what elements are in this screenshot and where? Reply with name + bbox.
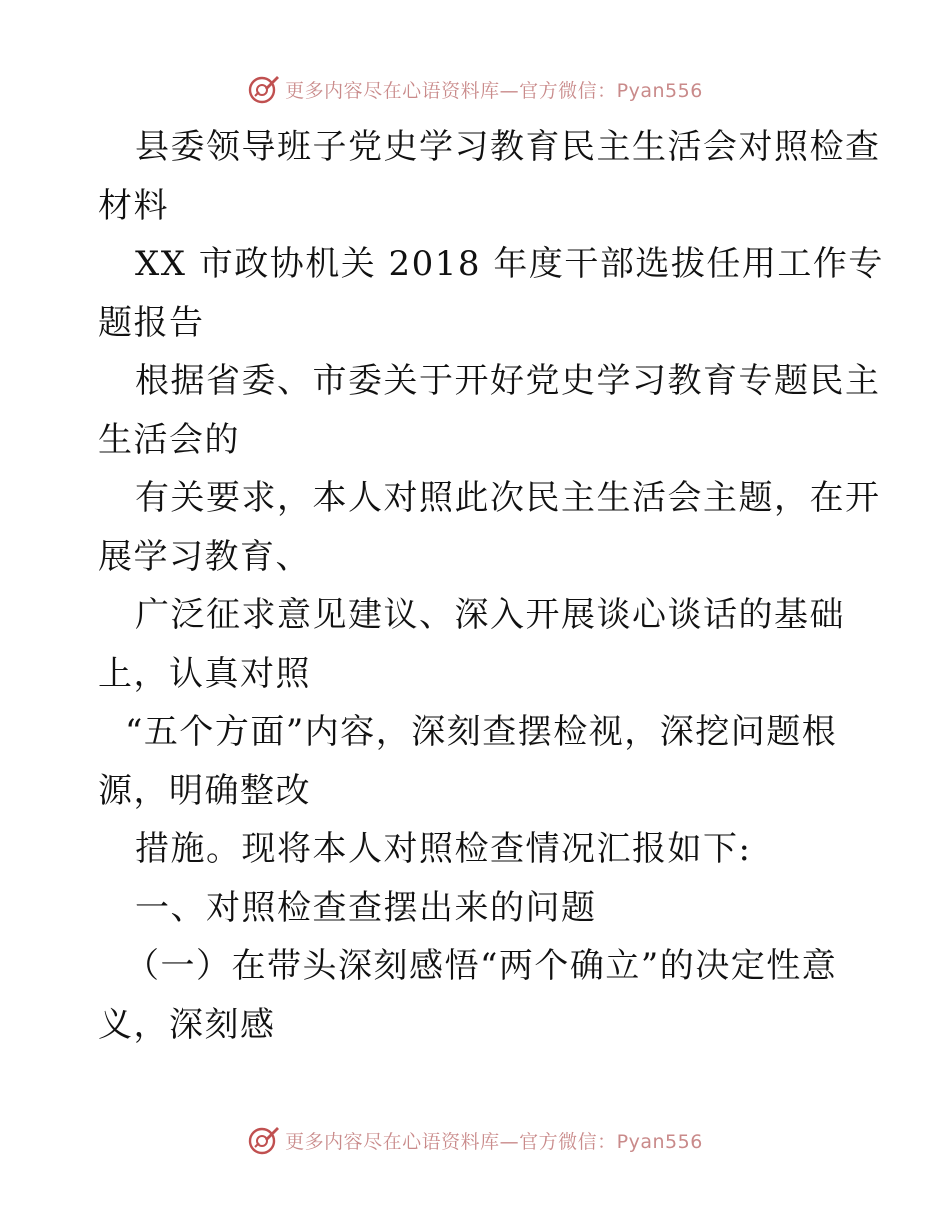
- body-line: 题报告: [98, 302, 205, 343]
- subsection-heading: （一）在带头深刻感悟“两个确立”的决定性意: [125, 946, 838, 986]
- body-line: 源，明确整改: [98, 770, 311, 811]
- watermark-text: 更多内容尽在心语资料库—官方微信：Pyan556: [285, 1130, 703, 1153]
- body-line: 广泛征求意见建议、深入开展谈心谈话的基础: [135, 595, 845, 635]
- body-line: 县委领导班子党史学习教育民主生活会对照检查: [135, 127, 881, 167]
- body-line: 展学习教育、: [98, 536, 311, 577]
- body-line: “五个方面”内容，深刻查摆检视，深挖问题根: [125, 712, 838, 752]
- watermark-text: 更多内容尽在心语资料库—官方微信：Pyan556: [285, 79, 703, 102]
- pen-nib-circle-icon: [247, 72, 281, 106]
- section-heading: 一、对照检查查摆出来的问题: [135, 887, 597, 928]
- body-line: 措施。现将本人对照检查情况汇报如下:: [135, 829, 752, 869]
- footer-watermark: [0, 1123, 950, 1157]
- body-line: 根据省委、市委关于开好党史学习教育专题民主: [135, 361, 881, 401]
- body-line: 生活会的: [98, 419, 240, 460]
- pen-nib-circle-icon: [247, 1123, 281, 1157]
- body-line: XX 市政协机关 2018 年度干部选拔任用工作专: [135, 244, 884, 284]
- body-line: 上，认真对照: [98, 653, 311, 694]
- body-line: 有关要求，本人对照此次民主生活会主题，在开: [135, 478, 881, 518]
- header-watermark: [0, 72, 950, 106]
- body-line: 材料: [98, 185, 169, 226]
- body-line: 义，深刻感: [98, 1004, 276, 1045]
- document-body: [98, 118, 884, 1054]
